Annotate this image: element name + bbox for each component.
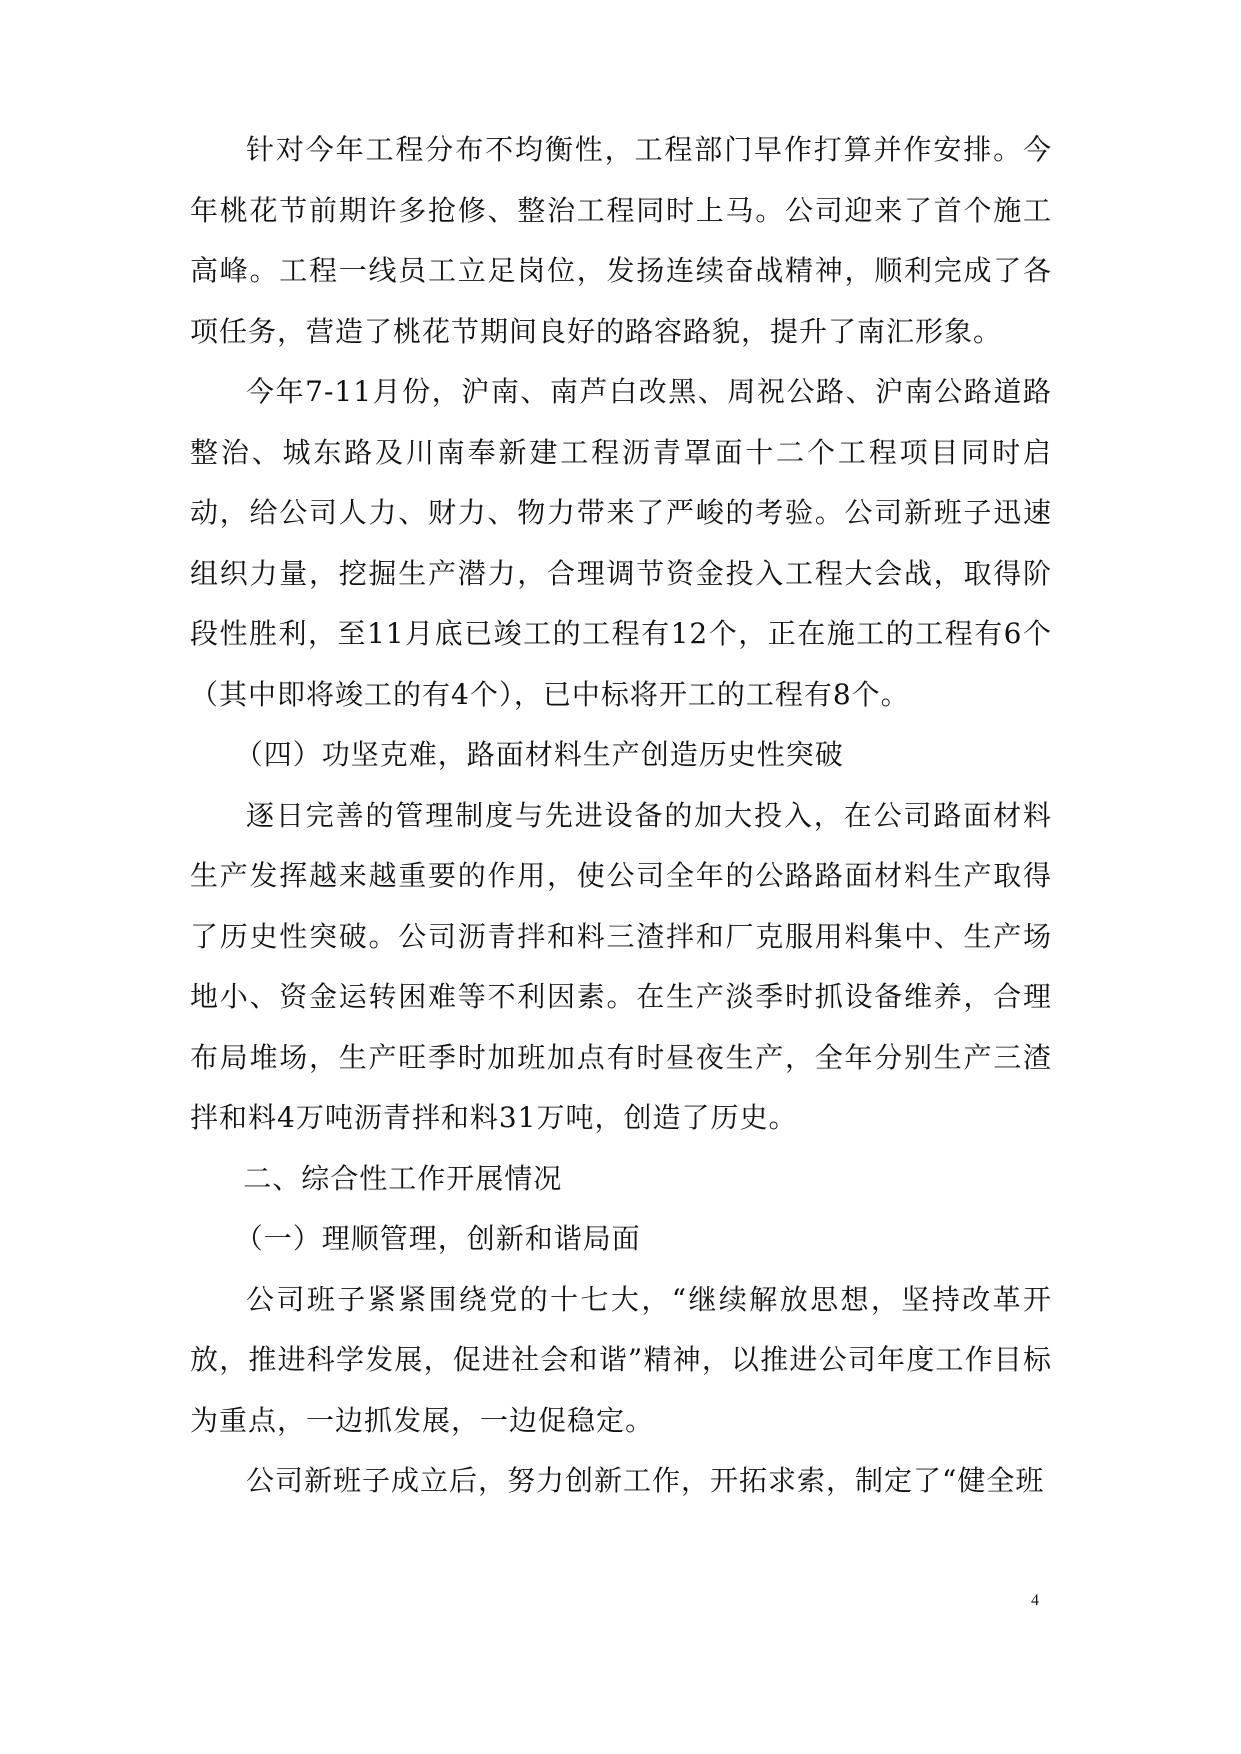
paragraph-new-leadership: 公司新班子成立后，努力创新工作，开拓求索，制定了“健全班 (246, 1464, 1045, 1497)
section-heading-material-production: （四）功坚克难，路面材料生产创造历史性突破 (234, 738, 844, 771)
page-number: 4 (1031, 1592, 1039, 1609)
paragraph-project-distribution: 针对今年工程分布不均衡性，工程部门早作打算并作安排。今年桃花节前期许多抢修、整治工程同时上马。公司迎来了首个施工高峰。工程一线员工立足岗位，发扬连续奋战精神，顺利完成了各项任务，营造了桃花节期间良好的路容路貌，提升了南汇形象。 (190, 133, 1052, 348)
paragraph-july-november-projects: 今年7-11月份，沪南、南芦白改黑、周祝公路、沪南公路道路整治、城东路及川南奉新建工程沥青罩面十二个工程项目同时启动，给公司人力、财力、物力带来了严峻的考验。公司新班子迅速组织力量，挖掘生产潜力，合理调节资金投入工程大会战，取得阶段性胜利，至11月底已竣工的工程有12个，正在施工的工程有6个（其中即将竣工的有4个），已中标将开工的工程有8个。 (190, 375, 1052, 711)
paragraph-material-production: 逐日完善的管理制度与先进设备的加大投入，在公司路面材料生产发挥越来越重要的作用，使公司全年的公路路面材料生产取得了历史性突破。公司沥青拌和料三渣拌和厂克服用料集中、生产场地小、资金运转困难等不利因素。在生产淡季时抓设备维养，合理布局堆场，生产旺季时加班加点有时昼夜生产，全年分别生产三渣拌和料4万吨沥青拌和料31万吨，创造了历史。 (190, 798, 1052, 1134)
section-heading-comprehensive-work: 二、综合性工作开展情况 (243, 1161, 563, 1195)
paragraph-party-congress: 公司班子紧紧围绕党的十七大，“继续解放思想，坚持改革开放，推进科学发展，促进社会和谐”精神，以推进公司年度工作目标为重点，一边抓发展，一边促稳定。 (190, 1282, 1052, 1437)
document-body (190, 120, 1052, 1512)
section-heading-management: （一）理顺管理，创新和谐局面 (234, 1222, 641, 1255)
